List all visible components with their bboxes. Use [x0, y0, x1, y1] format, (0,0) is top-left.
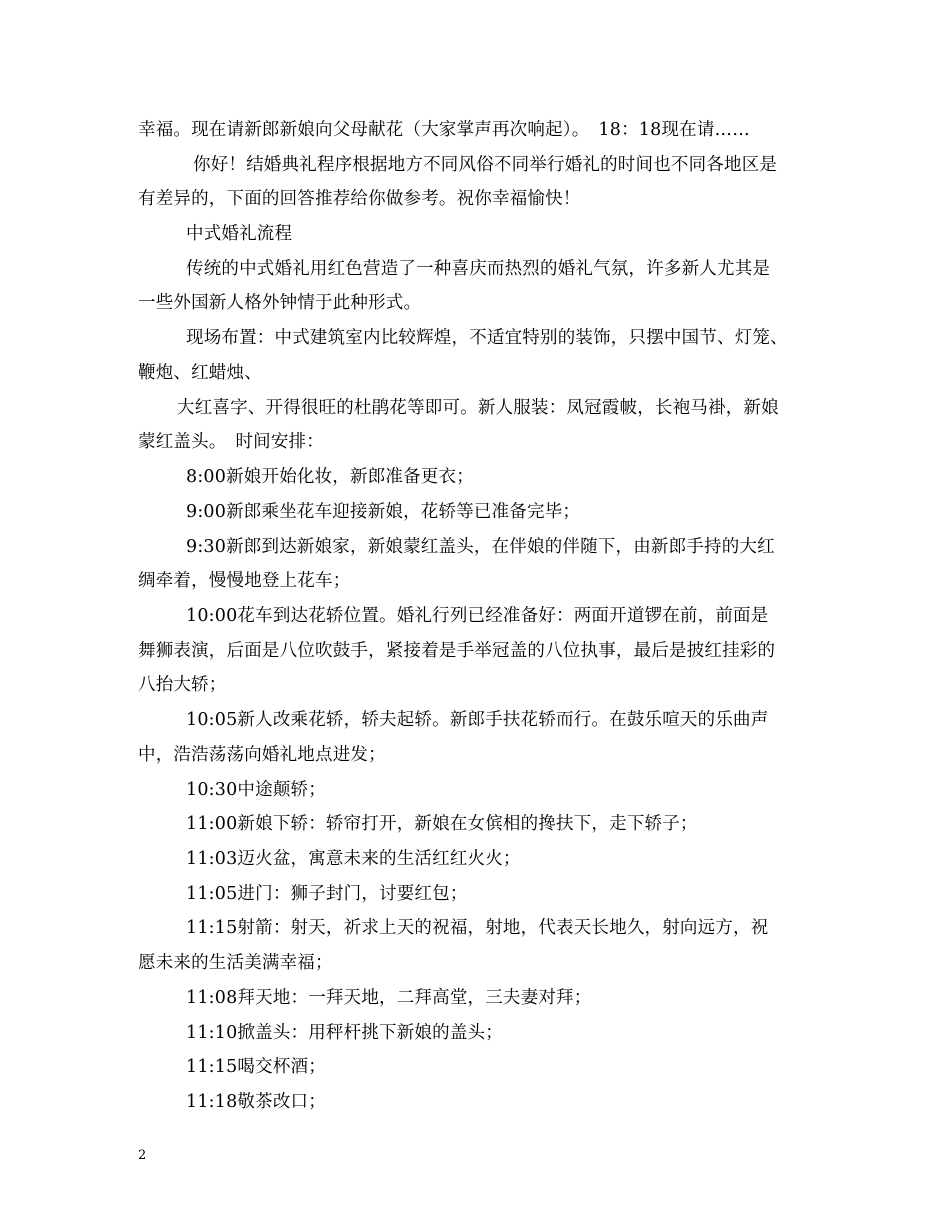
text-line: 鞭炮、红蜡烛、 [138, 363, 262, 383]
section-heading: 中式婚礼流程 [186, 224, 293, 244]
schedule-item: 11:03迈火盆，寓意未来的生活红红火火； [186, 849, 521, 869]
text-line: 舞狮表演，后面是八位吹鼓手，紧接着是手举冠盖的八位执事，最后是披红挂彩的 [138, 641, 776, 661]
schedule-item: 9:30新郎到达新娘家，新娘蒙红盖头，在伴娘的伴随下，由新郎手持的大红 [186, 537, 775, 557]
schedule-item: 9:00新郎乘坐花车迎接新娘，花轿等已准备完毕； [186, 502, 581, 522]
text-line: 现场布置：中式建筑室内比较辉煌，不适宜特别的装饰，只摆中国节、灯笼、 [186, 328, 788, 348]
schedule-item: 11:08拜天地：一拜天地，二拜高堂，三夫妻对拜； [186, 988, 592, 1008]
text-line: 幸福。现在请新郎新娘向父母献花（大家掌声再次响起）。 18：18现在请…… [138, 120, 750, 140]
schedule-item: 11:05进门：狮子封门，讨要红包； [186, 884, 468, 904]
text-line: 大红喜字、开得很旺的杜鹃花等即可。新人服装：凤冠霞帔，长袍马褂，新娘 [177, 398, 779, 418]
schedule-item: 11:15射箭：射天，祈求上天的祝福，射地，代表天长地久，射向远方，祝 [186, 918, 769, 938]
schedule-item: 10:05新人改乘花轿，轿夫起轿。新郎手扶花轿而行。在鼓乐喧天的乐曲声 [186, 710, 769, 730]
text-line: 愿未来的生活美满幸福； [138, 953, 333, 973]
text-line: 传统的中式婚礼用红色营造了一种喜庆而热烈的婚礼气氛，许多新人尤其是 [186, 259, 771, 279]
text-line: 八抬大轿； [138, 675, 227, 695]
text-line: 中，浩浩荡荡向婚礼地点进发； [138, 745, 386, 765]
schedule-item: 8:00新娘开始化妆，新郎准备更衣； [186, 467, 474, 487]
text-line: 绸牵着，慢慢地登上花车； [138, 571, 351, 591]
text-line: 你好！结婚典礼程序根据地方不同风俗不同举行婚礼的时间也不同各地区是 [193, 155, 778, 175]
schedule-item: 11:18敬茶改口； [186, 1092, 326, 1112]
schedule-item: 11:15喝交杯酒； [186, 1057, 326, 1077]
text-line: 一些外国新人格外钟情于此种形式。 [138, 293, 422, 313]
schedule-item: 10:00花车到达花轿位置。婚礼行列已经准备好：两面开道锣在前，前面是 [186, 606, 769, 626]
schedule-item: 11:10掀盖头：用秤杆挑下新娘的盖头； [186, 1023, 503, 1043]
page-number: 2 [138, 1148, 147, 1163]
text-line: 蒙红盖头。 时间安排： [138, 432, 324, 452]
text-line: 有差异的，下面的回答推荐给你做参考。祝你幸福愉快！ [138, 189, 581, 209]
schedule-item: 10:30中途颠轿； [186, 780, 326, 800]
schedule-item: 11:00新娘下轿：轿帘打开，新娘在女傧相的搀扶下，走下轿子； [186, 814, 698, 834]
